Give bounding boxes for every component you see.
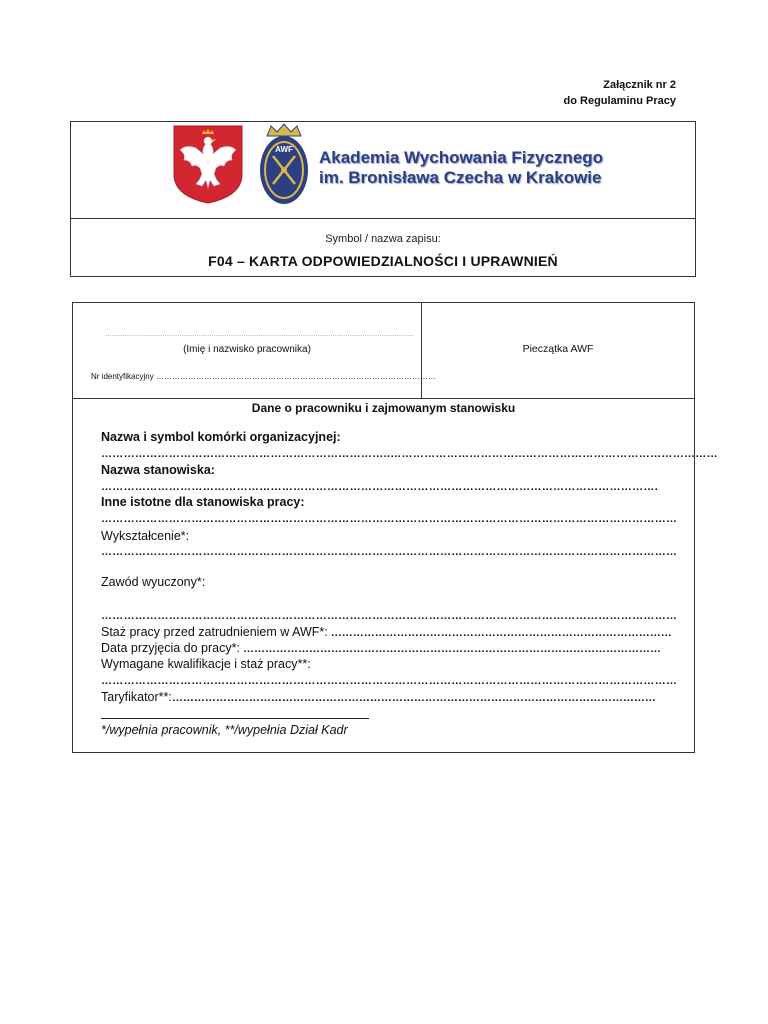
education-label: Wykształcenie*: <box>101 529 190 543</box>
employee-identity-row <box>73 303 694 399</box>
tariff-label: Taryfikator**: <box>101 690 172 704</box>
hire-date-line <box>101 641 661 657</box>
employee-name-field[interactable]: ................................................................................................................................................................... <box>106 332 414 338</box>
form-title: F04 – KARTA ODPOWIEDZIALNOŚCI I UPRAWNIEŃ <box>208 253 558 269</box>
employee-card-box <box>72 302 718 753</box>
prior-experience-line <box>101 625 672 641</box>
annex-line-2: do Regulaminu Pracy <box>563 95 676 107</box>
awf-stamp-cell: Pieczątka AWF <box>522 343 594 355</box>
employee-id-field[interactable]: …………………………………………………………………………………………… <box>155 372 436 381</box>
profession-field[interactable]: ……………………………………………………………………………………………………………………………………… <box>101 610 678 622</box>
annex-note <box>564 77 676 109</box>
prior-experience-label: Staż pracy przed zatrudnieniem w AWF*: <box>101 625 328 639</box>
section-title: Dane o pracowniku i zajmowanym stanowisku <box>251 401 516 415</box>
other-relevant-label: Inne istotne dla stanowiska pracy: <box>101 495 305 509</box>
position-name-field[interactable]: …………………………………………………………………………………………………………………………………. <box>101 481 659 493</box>
footnote-divider <box>101 718 369 719</box>
awf-crest-icon <box>257 122 311 206</box>
org-unit-label: Nazwa i symbol komórki organizacyjnej: <box>101 430 341 444</box>
header-box <box>70 121 696 277</box>
university-name-line-1: Akademia Wychowania Fizycznego <box>319 148 604 167</box>
symbol-label: Symbol / nazwa zapisu: <box>325 233 441 245</box>
university-name-line-2: im. Bronisława Czecha w Krakowie <box>319 168 602 187</box>
employee-name-caption: (Imię i nazwisko pracownika) <box>183 344 311 355</box>
footnote: */wypełnia pracownik, **/wypełnia Dział Kadr <box>101 723 348 737</box>
required-qualifications-label: Wymagane kwalifikacje i staż pracy**: <box>101 657 311 671</box>
logo-area <box>71 122 695 219</box>
employee-id-label: Nr identyfikacyjny <box>91 372 154 381</box>
tariff-line <box>101 690 656 706</box>
other-relevant-field[interactable]: ……………………………………………………………………………………………………………………………………… <box>101 513 678 525</box>
awf-crest-text: AWF <box>275 145 293 154</box>
tariff-field[interactable]: …………………………………………………………………………………………………………………… <box>171 692 656 704</box>
education-field[interactable]: ……………………………………………………………………………………………………………………………………… <box>101 546 678 558</box>
employee-name-cell <box>73 303 436 398</box>
hire-date-field[interactable]: …………………………………………………………………………………………………… <box>239 643 662 655</box>
university-name <box>319 148 603 188</box>
annex-line-1: Załącznik nr 2 <box>603 79 676 91</box>
org-unit-field[interactable]: …………………………………………………………………..…………………………………………………………………………… <box>101 448 718 460</box>
profession-label: Zawód wyuczony*: <box>101 575 206 589</box>
position-name-label: Nazwa stanowiska: <box>101 463 215 477</box>
required-qualifications-field[interactable]: ……………………………………………………………………………………………………………………………………… <box>101 675 678 687</box>
polish-eagle-emblem-icon <box>172 124 244 204</box>
hire-date-label: Data przyjęcia do pracy*: <box>101 641 240 655</box>
prior-experience-field[interactable]: ………………………………………………………………………………… <box>327 627 672 639</box>
employee-id-line <box>91 372 436 381</box>
